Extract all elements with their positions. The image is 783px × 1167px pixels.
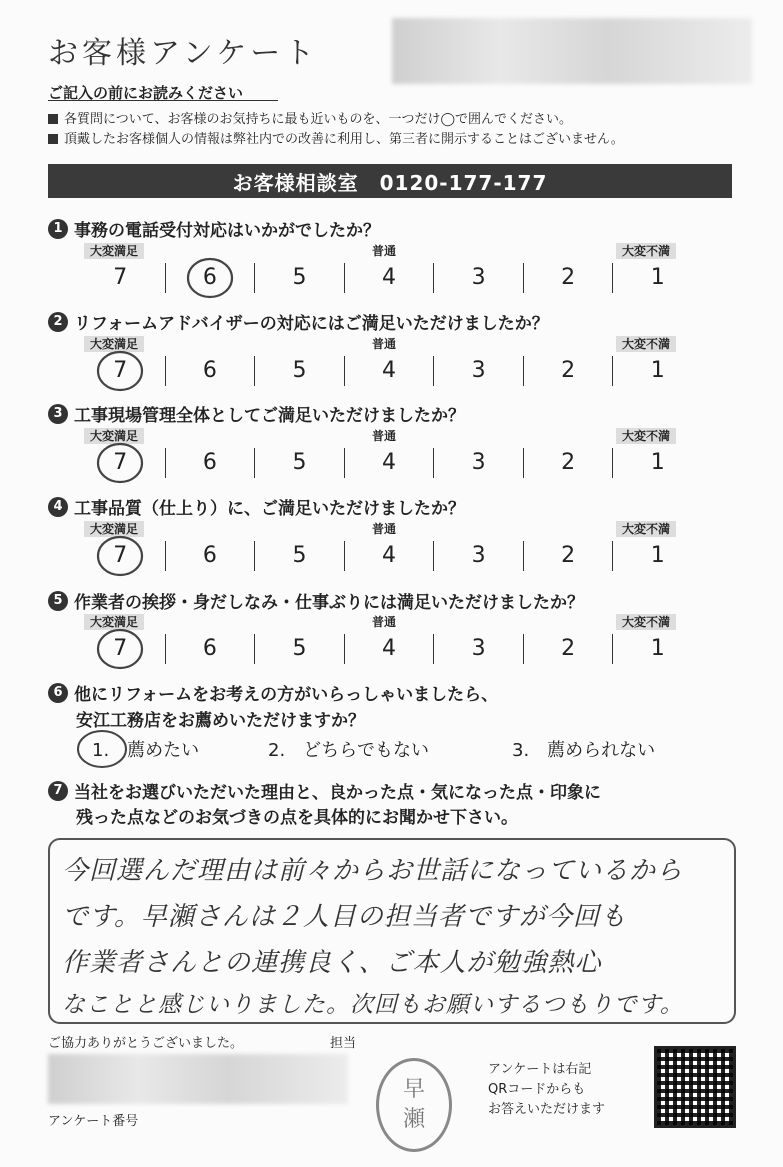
- scale-cells: [76, 634, 702, 664]
- question-2: [48, 309, 549, 334]
- scale-option-5: 5: [254, 634, 344, 664]
- qr-caption-line: アンケートは右記: [488, 1062, 592, 1077]
- scale-label-middle: 普通: [372, 615, 397, 629]
- scale-option-1: 1: [612, 448, 702, 478]
- question-1: [48, 216, 380, 241]
- hand-circle-icon: [92, 533, 148, 579]
- question-6: [48, 680, 498, 705]
- scale-label-left: 大変満足: [84, 336, 144, 352]
- bullet-square-icon: [48, 114, 58, 124]
- scale-option-1: 1: [612, 634, 702, 664]
- question-number-badge: 4: [48, 497, 68, 517]
- scale-option-1: 1: [612, 263, 702, 293]
- question-3: [48, 401, 465, 426]
- hand-circle-icon: [92, 626, 148, 672]
- hand-circle-icon: [182, 255, 238, 301]
- bullet-square-icon: [48, 134, 58, 144]
- question-text: リフォームアドバイザーの対応にはご満足いただけましたか？: [74, 314, 549, 334]
- hand-circle-icon: [92, 440, 148, 486]
- scale-option-4: 4: [344, 634, 434, 664]
- scale-option-3: 3: [433, 448, 523, 478]
- scale-option-6: 6: [165, 448, 255, 478]
- scale-label-left: 大変満足: [84, 428, 144, 444]
- question-7: [48, 778, 601, 803]
- question-4: [48, 494, 465, 519]
- scale-label-right: 大変不満: [616, 428, 676, 444]
- question-text: 工事品質（仕上り）に、ご満足いただけましたか？: [74, 499, 465, 519]
- question-5: [48, 588, 584, 613]
- scale-option-5: 5: [254, 356, 344, 386]
- heading-underline: [48, 100, 278, 101]
- scale-option-4: 4: [344, 356, 434, 386]
- question-text: 事務の電話受付対応はいかがでしたか？: [74, 221, 380, 241]
- scale-option-3: 3: [433, 356, 523, 386]
- rating-scale-2: [76, 336, 702, 386]
- scale-option-1: 1: [612, 541, 702, 571]
- redacted-area: [392, 18, 752, 84]
- option-not-recommend: 3. 薦められない: [512, 740, 656, 761]
- option-neutral: 2. どちらでもない: [268, 740, 429, 761]
- scale-option-5: 5: [254, 448, 344, 478]
- scale-label-middle: 普通: [372, 522, 397, 536]
- question-7-line2: 残った点などのお気づきの点を具体的にお聞かせ下さい。: [76, 808, 518, 828]
- rating-scale-4: [76, 521, 702, 571]
- rating-scale-3: [76, 428, 702, 478]
- scale-option-7: 7: [76, 541, 165, 571]
- scale-label-middle: 普通: [372, 244, 397, 258]
- scale-option-6: 6: [165, 541, 255, 571]
- scale-option-2: 2: [523, 634, 613, 664]
- hand-circle-icon: [72, 725, 132, 775]
- scale-option-5: 5: [254, 541, 344, 571]
- scale-option-7: 7: [76, 634, 165, 664]
- question-text: 作業者の挨拶・身だしなみ・仕事ぶりには満足いただけましたか？: [74, 593, 584, 613]
- question-number-badge: 2: [48, 312, 68, 332]
- scale-option-2: 2: [523, 541, 613, 571]
- scale-label-left: 大変満足: [84, 614, 144, 630]
- question-text: 当社をお選びいただいた理由と、良かった点・気になった点・印象に: [74, 783, 601, 803]
- question-number-badge: 5: [48, 591, 68, 611]
- scale-cells: [76, 541, 702, 571]
- note-row: [48, 108, 572, 127]
- scale-option-6: 6: [165, 263, 255, 293]
- scale-cells: [76, 263, 702, 293]
- question-number-badge: 6: [48, 683, 68, 703]
- question-number-badge: 7: [48, 781, 68, 801]
- scale-option-7: 7: [113, 265, 128, 290]
- scale-option-2: 2: [523, 448, 613, 478]
- qr-caption-line: QRコードからも: [488, 1082, 586, 1097]
- staff-label: 担当: [330, 1036, 357, 1051]
- qr-code-icon[interactable]: [654, 1046, 736, 1128]
- scale-label-middle: 普通: [372, 429, 397, 443]
- question-text: 他にリフォームをお考えの方がいらっしゃいましたら、: [74, 685, 499, 705]
- survey-number-label: アンケート番号: [48, 1114, 139, 1129]
- scale-option-4: 4: [344, 448, 434, 478]
- qr-caption: [488, 1060, 605, 1120]
- note-row: [48, 128, 624, 147]
- question-number-badge: 1: [48, 219, 68, 239]
- rating-scale-5: [76, 614, 702, 664]
- redacted-area: [48, 1054, 348, 1104]
- support-banner: お客様相談室 0120-177-177: [48, 164, 732, 198]
- scale-option-4: 4: [344, 263, 434, 293]
- option-recommend: 1. 薦めたい: [92, 740, 200, 761]
- stamp-char: 瀬: [402, 1107, 425, 1132]
- scale-option-1: 1: [612, 356, 702, 386]
- comment-box: [48, 838, 736, 1024]
- scale-option-5: 5: [254, 263, 344, 293]
- handwritten-line: なことと感じいりました。次回もお願いするつもりです。: [62, 992, 684, 1018]
- handwritten-line: 今回選んだ理由は前々からお世話になっているから: [62, 856, 684, 886]
- scale-option-2: 2: [523, 263, 613, 293]
- scale-option-7: 7: [76, 356, 165, 386]
- scale-label-middle: 普通: [372, 337, 397, 351]
- scale-option-3: 3: [433, 634, 523, 664]
- scale-option-2: 2: [523, 356, 613, 386]
- scale-label-right: 大変不満: [616, 614, 676, 630]
- scale-option-3: 3: [433, 263, 523, 293]
- scale-label-right: 大変不満: [616, 243, 676, 259]
- staff-stamp: [376, 1058, 452, 1152]
- question-text: 工事現場管理全体としてご満足いただけましたか？: [74, 406, 465, 426]
- qr-caption-line: お答えいただけます: [488, 1102, 606, 1117]
- scale-label-right: 大変不満: [616, 521, 676, 537]
- hand-circle-icon: [92, 348, 148, 394]
- scale-cells: [76, 448, 702, 478]
- stamp-char: 早: [402, 1077, 425, 1102]
- handwritten-line: です。早瀬さんは２人目の担当者ですが今回も: [62, 902, 627, 932]
- scale-label-right: 大変不満: [616, 336, 676, 352]
- scale-option-7: 7: [76, 448, 165, 478]
- scale-option-6: 6: [165, 634, 255, 664]
- page-title: お客様アンケート: [48, 36, 319, 71]
- scale-option-6: 6: [165, 356, 255, 386]
- scale-option-4: 4: [344, 541, 434, 571]
- note-text: 各質問について、お客様のお気持ちに最も近いものを、一つだけ◯で囲んでください。: [64, 112, 573, 127]
- scale-cells: [76, 356, 702, 386]
- question-6-line2: 安江工務店をお薦めいただけますか？: [76, 711, 365, 731]
- scale-label-left: 大変満足: [84, 521, 144, 537]
- scale-option-3: 3: [433, 541, 523, 571]
- scale-label-left: 大変満足: [84, 243, 144, 259]
- question-number-badge: 3: [48, 404, 68, 424]
- note-text: 頂戴したお客様個人の情報は弊社内での改善に利用し、第三者に開示することはございません。: [64, 132, 624, 147]
- handwritten-line: 作業者さんとの連携良く、ご本人が勉強熱心: [62, 948, 602, 978]
- thanks-text: ご協力ありがとうございました。: [48, 1036, 244, 1051]
- read-first-heading: ご記入の前にお読みください: [48, 84, 244, 102]
- rating-scale-1: [76, 243, 702, 293]
